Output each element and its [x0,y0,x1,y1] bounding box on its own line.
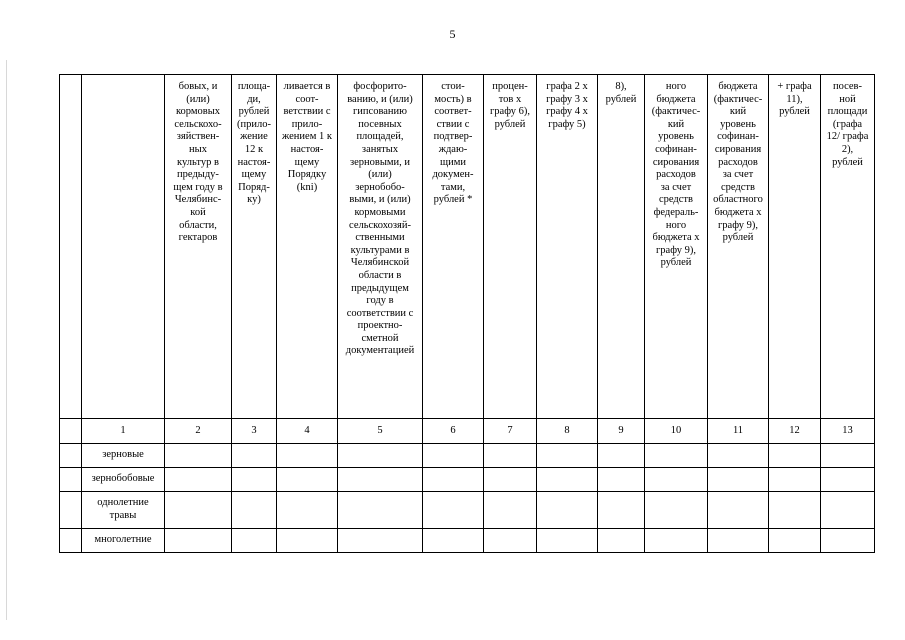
column-number: 13 [821,419,875,444]
header-cell-crop [82,75,165,419]
header-cell-col7: процен- тов x графу 6), рублей [484,75,537,419]
table-row [60,444,875,468]
data-cell [277,468,338,492]
data-cell [645,468,708,492]
data-cell [338,444,423,468]
table-row [60,468,875,492]
header-cell-col11: бюджета (фактичес- кий уровень софинан- сирования расходов за счет средств областного бюджета x графу 9), рублей [708,75,769,419]
data-cell [423,444,484,468]
data-cell [537,444,598,468]
header-cell-col13: посев- ной площади (графа 12/ графа 2), рублей [821,75,875,419]
subsidy-calculation-table [59,74,875,553]
data-cell [232,492,277,529]
data-cell [232,444,277,468]
data-cell [598,468,645,492]
data-cell [423,492,484,529]
header-cell-col6: стои- мость) в соответ- ствии с подтвер- ждаю- щими докумен- тами, рублей * [423,75,484,419]
data-cell [645,444,708,468]
data-cell [165,529,232,553]
header-cell-col4: ливается в соот- ветствии с прило- жением 1 к настоя- щему Порядку (kni) [277,75,338,419]
scan-edge-line [6,60,7,620]
column-number: 3 [232,419,277,444]
data-cell [645,529,708,553]
table-header-row [60,75,875,419]
header-cell-col2: бовых, и (или) кормовых сельскохо- зяйствен- ных культур в предыду- щем году в Челябинс- кой области, гектаров [165,75,232,419]
data-cell [277,492,338,529]
data-cell [769,468,821,492]
data-cell [598,444,645,468]
data-cell [423,468,484,492]
data-cell [769,444,821,468]
column-number: 7 [484,419,537,444]
data-cell [232,529,277,553]
header-cell-col5: фосфорито- ванию, и (или) гипсованию посевных площадей, занятых зерновыми, и (или) зернобобо- выми, и (или) кормовыми сельскохозяй- ственными культурами в Челябинской области в предыдущем году в соответствии с проектно- сметной документацией [338,75,423,419]
data-cell [821,444,875,468]
header-cell-col9: 8), рублей [598,75,645,419]
data-cell [821,529,875,553]
data-cell [165,468,232,492]
data-cell [821,468,875,492]
data-cell [537,529,598,553]
data-cell [338,529,423,553]
header-cell-col3: площа- ди, рублей (прило- жение 12 к настоя- щему Поряд- ку) [232,75,277,419]
row-index-cell [60,492,82,529]
data-cell [645,492,708,529]
table-row [60,529,875,553]
data-cell [277,529,338,553]
data-cell [338,492,423,529]
data-cell [484,529,537,553]
page-number: 5 [449,27,456,41]
data-cell [537,468,598,492]
table-row [60,492,875,529]
data-cell [484,492,537,529]
data-cell [708,492,769,529]
data-cell [537,492,598,529]
column-number: 10 [645,419,708,444]
data-cell [484,468,537,492]
column-number-row [60,419,875,444]
data-cell [821,492,875,529]
data-cell [708,468,769,492]
crop-label: зерновые [82,444,165,468]
data-cell [598,492,645,529]
header-cell-col8: графа 2 x графу 3 x графу 4 x графу 5) [537,75,598,419]
data-cell [484,444,537,468]
header-cell-col10: ного бюджета (фактичес- кий уровень софинан- сирования расходов за счет средств федераль- ного бюджета x графу 9), рублей [645,75,708,419]
header-cell-col12: + графа 11), рублей [769,75,821,419]
data-cell [423,529,484,553]
row-index-cell [60,468,82,492]
data-cell [277,444,338,468]
column-number: 12 [769,419,821,444]
column-number: 4 [277,419,338,444]
column-number [60,419,82,444]
header-cell-index [60,75,82,419]
data-cell [598,529,645,553]
data-cell [338,468,423,492]
data-cell [165,444,232,468]
column-number: 8 [537,419,598,444]
data-cell [165,492,232,529]
data-cell [708,444,769,468]
column-number: 11 [708,419,769,444]
data-cell [232,468,277,492]
data-cell [769,529,821,553]
column-number: 1 [82,419,165,444]
data-cell [708,529,769,553]
data-cell [769,492,821,529]
crop-label: многолетние [82,529,165,553]
crop-label: зернобобовые [82,468,165,492]
column-number: 9 [598,419,645,444]
column-number: 2 [165,419,232,444]
crop-label: однолетние травы [82,492,165,529]
column-number: 6 [423,419,484,444]
column-number: 5 [338,419,423,444]
row-index-cell [60,529,82,553]
row-index-cell [60,444,82,468]
